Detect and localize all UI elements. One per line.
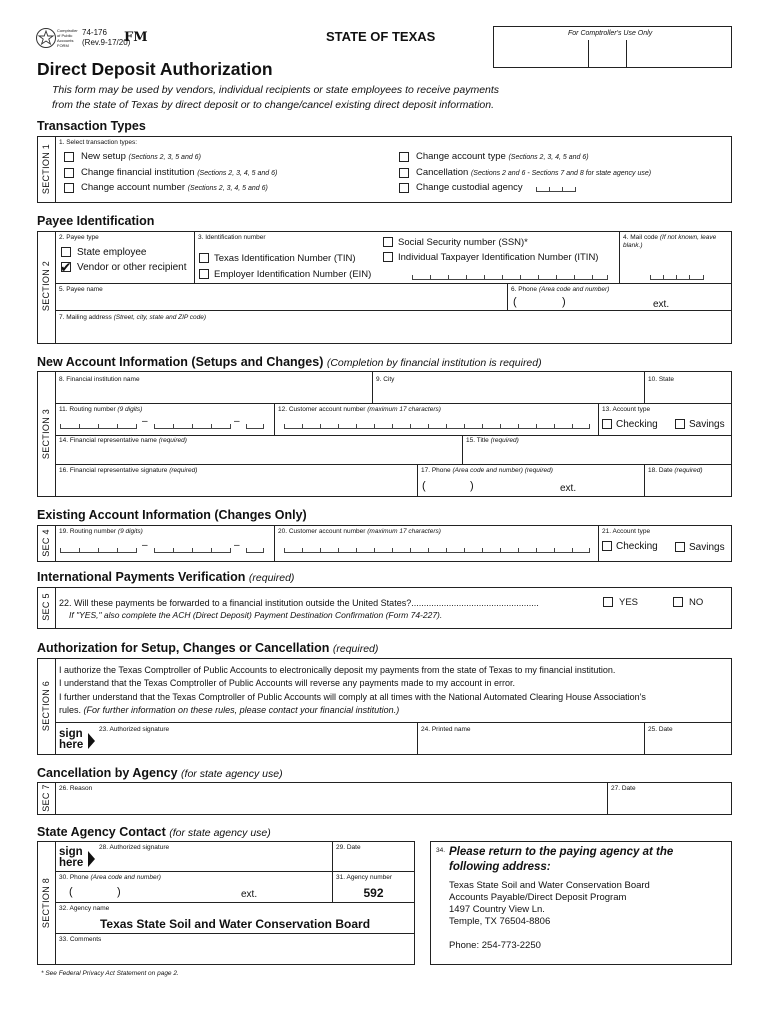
- rep-title-input[interactable]: [464, 446, 730, 462]
- cust-acct-input[interactable]: [284, 423, 590, 429]
- select-transaction-label: 1. Select transaction types:: [59, 139, 138, 146]
- sign-here-8: sign here: [59, 846, 84, 869]
- comments-label: 33. Comments: [59, 936, 102, 943]
- section-2-label: SECTION 2: [41, 260, 51, 312]
- new-setup-note: (Sections 2, 3, 5 and 6): [128, 154, 201, 161]
- cust-acct-label: 12. Customer account number (maximum 17 characters): [278, 406, 441, 413]
- privacy-footnote: * See Federal Privacy Act Statement on page 2.: [41, 970, 179, 977]
- custodial-agency-field[interactable]: [536, 186, 576, 192]
- change-acct-checkbox[interactable]: [64, 183, 74, 193]
- sign-here-6: sign here: [59, 728, 84, 751]
- mail-code-label: 4. Mail code (If not known, leave blank.): [623, 234, 717, 249]
- new-setup-checkbox[interactable]: [64, 152, 74, 162]
- return-number: 34.: [436, 847, 446, 854]
- agency-phone-paren-close: ): [117, 886, 121, 898]
- payee-phone-label: 6. Phone (Area code and number): [511, 286, 610, 293]
- international-note: If "YES," also complete the ACH (Direct Deposit) Payment Destination Confirmation (Form 74-227).: [69, 610, 443, 620]
- routing-input[interactable]: [60, 416, 270, 432]
- itin-label: Individual Taxpayer Identification Number (ITIN): [398, 252, 599, 263]
- international-question: 22. Will these payments be forwarded to a financial institution outside the United States?...................................................: [59, 598, 539, 608]
- auth-date-label: 25. Date: [648, 726, 673, 733]
- itin-checkbox[interactable]: [383, 252, 393, 262]
- authorization-heading-note: (required): [332, 643, 379, 655]
- existing-checking-label: Checking: [616, 541, 658, 552]
- change-type-checkbox[interactable]: [399, 152, 409, 162]
- custodial-checkbox[interactable]: [399, 183, 409, 193]
- authorization-heading: Authorization for Setup, Changes or Cancellation: [37, 641, 330, 655]
- payee-name-label: 5. Payee name: [59, 286, 103, 293]
- intro-line-1: This form may be used by vendors, individual recipients or state employees to receive payments: [52, 84, 500, 96]
- routing-label: 11. Routing number (9 digits): [59, 406, 143, 413]
- return-address-1: Texas State Soil and Water Conservation Board: [449, 880, 650, 891]
- payee-type-label: 2. Payee type: [59, 234, 99, 241]
- reason-label: 26. Reason: [59, 785, 93, 792]
- cancellation-note: (Sections 2 and 6 - Sections 7 and 8 for state agency use): [470, 170, 652, 177]
- return-title-2: following address:: [449, 861, 551, 873]
- change-type-note: (Sections 2, 3, 4, 5 and 6): [508, 154, 589, 161]
- section-8-label: SECTION 8: [41, 877, 51, 929]
- payee-phone-paren-open: (: [513, 296, 517, 308]
- section-5-box: [37, 587, 732, 629]
- payee-phone-ext: ext.: [653, 299, 670, 310]
- rep-title-label: 15. Title (required): [466, 437, 519, 444]
- change-type-label: Change account type: [416, 151, 506, 162]
- agency-name-value[interactable]: Texas State Soil and Water Conservation Board: [99, 917, 371, 931]
- agency-phone-ext: ext.: [241, 889, 258, 900]
- agency-signature-label: 28. Authorized signature: [99, 844, 170, 851]
- agency-date-label: 29. Date: [336, 844, 361, 851]
- rep-signature-input[interactable]: [57, 476, 415, 495]
- cancel-date-input[interactable]: [609, 794, 730, 813]
- international-heading-note: (required): [248, 572, 295, 584]
- form-number: 74-176: [82, 28, 107, 37]
- rep-name-label: 14. Financial representative name (required): [59, 437, 187, 444]
- rep-phone-input[interactable]: [422, 481, 640, 493]
- rep-date-label: 18. Date (required): [648, 467, 703, 474]
- existing-acct-type-label: 21. Account type: [602, 528, 651, 535]
- existing-acct-label: 20. Customer account number (maximum 17 characters): [278, 528, 441, 535]
- printed-name-input[interactable]: [419, 735, 642, 753]
- tin-label: Texas Identification Number (TIN): [214, 253, 356, 264]
- state-employee-checkbox[interactable]: [61, 247, 71, 257]
- ein-label: Employer Identification Number (EIN): [214, 269, 372, 280]
- cancellation-agency-heading: Cancellation by Agency: [37, 766, 178, 780]
- agency-phone-input[interactable]: [69, 887, 329, 900]
- cancellation-agency-heading-note: (for state agency use): [181, 768, 283, 780]
- rep-signature-label: 16. Financial representative signature (required): [59, 467, 198, 474]
- comptroller-use-label: For Comptroller's Use Only: [568, 30, 653, 37]
- tin-checkbox[interactable]: [199, 253, 209, 263]
- existing-routing-input[interactable]: [60, 540, 270, 556]
- existing-routing-label: 19. Routing number (9 digits): [59, 528, 143, 535]
- change-acct-note: (Sections 2, 3, 4, 5 and 6): [187, 185, 268, 192]
- comptroller-seal: [36, 28, 56, 48]
- agency-number-label: 31. Agency number: [336, 874, 393, 881]
- state-agency-heading-note: (for state agency use): [169, 827, 271, 839]
- rep-phone-paren-open: (: [422, 480, 426, 492]
- city-label: 9. City: [376, 376, 395, 383]
- existing-acct-input[interactable]: [284, 547, 590, 553]
- existing-routing-dash-1: –: [142, 540, 148, 551]
- fin-institution-label: 8. Financial institution name: [59, 376, 140, 383]
- international-no-label: NO: [689, 597, 704, 608]
- agency-number-value[interactable]: 592: [363, 886, 384, 900]
- auth-line-4b: (For further information on these rules, please contact your financial institution.): [83, 705, 400, 715]
- form-revision: (Rev.9-17/20): [82, 38, 131, 47]
- section-7-label: SEC 7: [41, 784, 51, 812]
- cancellation-checkbox[interactable]: [399, 168, 409, 178]
- section-5-label: SEC 5: [41, 593, 51, 621]
- existing-savings-checkbox[interactable]: [675, 542, 685, 552]
- return-address-3: 1497 Country View Ln.: [449, 904, 545, 915]
- auth-signature-label: 23. Authorized signature: [99, 726, 170, 733]
- change-fin-label: Change financial institution: [81, 167, 195, 178]
- section-4-label: SEC 4: [41, 529, 51, 557]
- checking-checkbox[interactable]: [602, 419, 612, 429]
- reason-input[interactable]: [57, 794, 605, 813]
- new-account-heading: New Account Information (Setups and Changes): [37, 355, 324, 369]
- mailing-address-label: 7. Mailing address (Street, city, state and ZIP code): [59, 314, 207, 321]
- intro-line-2: from the state of Texas by direct deposit or to change/cancel existing direct deposit information.: [52, 99, 495, 111]
- ssn-checkbox[interactable]: [383, 237, 393, 247]
- change-fin-checkbox[interactable]: [64, 168, 74, 178]
- existing-account-heading: Existing Account Information (Changes Only): [37, 508, 307, 522]
- rep-phone-paren-close: ): [470, 480, 474, 492]
- agency-date-input[interactable]: [334, 853, 413, 869]
- agency-phone-paren-open: (: [69, 886, 73, 898]
- comptroller-use-box: [493, 26, 732, 68]
- agency-phone-label: 30. Phone (Area code and number): [59, 874, 161, 881]
- rep-date-input[interactable]: [646, 476, 730, 495]
- international-yes-checkbox[interactable]: [603, 597, 613, 607]
- cancellation-label: Cancellation: [416, 167, 469, 178]
- state-input[interactable]: [646, 385, 730, 401]
- savings-checkbox[interactable]: [675, 419, 685, 429]
- fm-mark: FM: [124, 30, 148, 45]
- routing-dash-2: –: [234, 416, 240, 427]
- transaction-types-heading: Transaction Types: [37, 119, 146, 133]
- auth-signature-input[interactable]: [97, 735, 415, 753]
- return-address-4: Temple, TX 76504-8806: [449, 916, 551, 927]
- international-yes-label: YES: [619, 597, 639, 608]
- international-heading: International Payments Verification: [37, 570, 246, 584]
- ssn-label: Social Security number (SSN)*: [398, 237, 528, 248]
- form-title: Direct Deposit Authorization: [37, 59, 273, 79]
- state-agency-heading: State Agency Contact: [37, 825, 166, 839]
- existing-routing-dash-2: –: [234, 540, 240, 551]
- checking-label: Checking: [616, 419, 658, 430]
- vendor-label: Vendor or other recipient: [77, 262, 187, 273]
- ein-checkbox[interactable]: [199, 269, 209, 279]
- new-account-heading-note: (Completion by financial institution is required): [326, 357, 542, 369]
- change-fin-note: (Sections 2, 3, 4, 5 and 6): [197, 170, 278, 177]
- id-number-field[interactable]: [412, 274, 608, 280]
- custodial-label: Change custodial agency: [416, 182, 523, 193]
- auth-line-2: I understand that the Texas Comptroller of Public Accounts will reverse any payments made to my account in error.: [59, 678, 516, 688]
- payee-identification-heading: Payee Identification: [37, 214, 155, 228]
- existing-savings-label: Savings: [689, 542, 725, 553]
- agency-name-label: 32. Agency name: [59, 905, 110, 912]
- mailing-address-input[interactable]: [57, 322, 729, 340]
- rep-phone-ext: ext.: [560, 483, 577, 494]
- payee-name-input[interactable]: [57, 294, 505, 308]
- savings-label: Savings: [689, 419, 725, 430]
- rep-phone-label: 17. Phone (Area code and number) (required): [421, 467, 553, 474]
- state-label: 10. State: [648, 376, 675, 383]
- auth-date-input[interactable]: [646, 735, 730, 753]
- id-number-label: 3. Identification number: [198, 234, 266, 241]
- auth-line-1: I authorize the Texas Comptroller of Public Accounts to electronically deposit my payments from the state of Texas to my financial institution.: [59, 665, 616, 675]
- new-setup-label: New setup: [81, 151, 126, 162]
- routing-dash-1: –: [142, 416, 148, 427]
- return-phone: Phone: 254-773-2250: [449, 940, 541, 951]
- return-title-1: Please return to the paying agency at the: [449, 846, 674, 858]
- section-6-label: SECTION 6: [41, 680, 51, 732]
- payee-phone-input[interactable]: [513, 297, 729, 309]
- return-address-2: Accounts Payable/Direct Deposit Program: [449, 892, 627, 903]
- agency-small-label: Comptroller of Public Accounts FORM: [57, 28, 78, 48]
- auth-line-3: I further understand that the Texas Comptroller of Public Accounts will comply at all times with the National Automated Clearing House Association's: [59, 692, 646, 702]
- section-3-label: SECTION 3: [41, 408, 51, 460]
- section-1-label: SECTION 1: [41, 143, 51, 195]
- international-no-checkbox[interactable]: [673, 597, 683, 607]
- acct-type-label: 13. Account type: [602, 406, 651, 413]
- auth-line-4a: rules.: [59, 705, 82, 715]
- fin-institution-input[interactable]: [57, 385, 369, 401]
- rep-name-input[interactable]: [57, 446, 460, 462]
- payee-phone-paren-close: ): [562, 296, 566, 308]
- existing-checking-checkbox[interactable]: [602, 541, 612, 551]
- sign-arrow-8: [88, 851, 96, 867]
- vendor-check-mark: ✔: [60, 259, 72, 275]
- sign-arrow-6: [88, 733, 96, 749]
- agency-signature-input[interactable]: [97, 853, 330, 869]
- comments-input[interactable]: [57, 945, 413, 963]
- city-input[interactable]: [374, 385, 642, 401]
- mail-code-field[interactable]: [650, 274, 704, 280]
- change-acct-label: Change account number: [81, 182, 186, 193]
- cancel-date-label: 27. Date: [611, 785, 636, 792]
- printed-name-label: 24. Printed name: [421, 726, 471, 733]
- state-employee-label: State employee: [77, 247, 147, 258]
- state-of-texas: STATE OF TEXAS: [326, 29, 436, 44]
